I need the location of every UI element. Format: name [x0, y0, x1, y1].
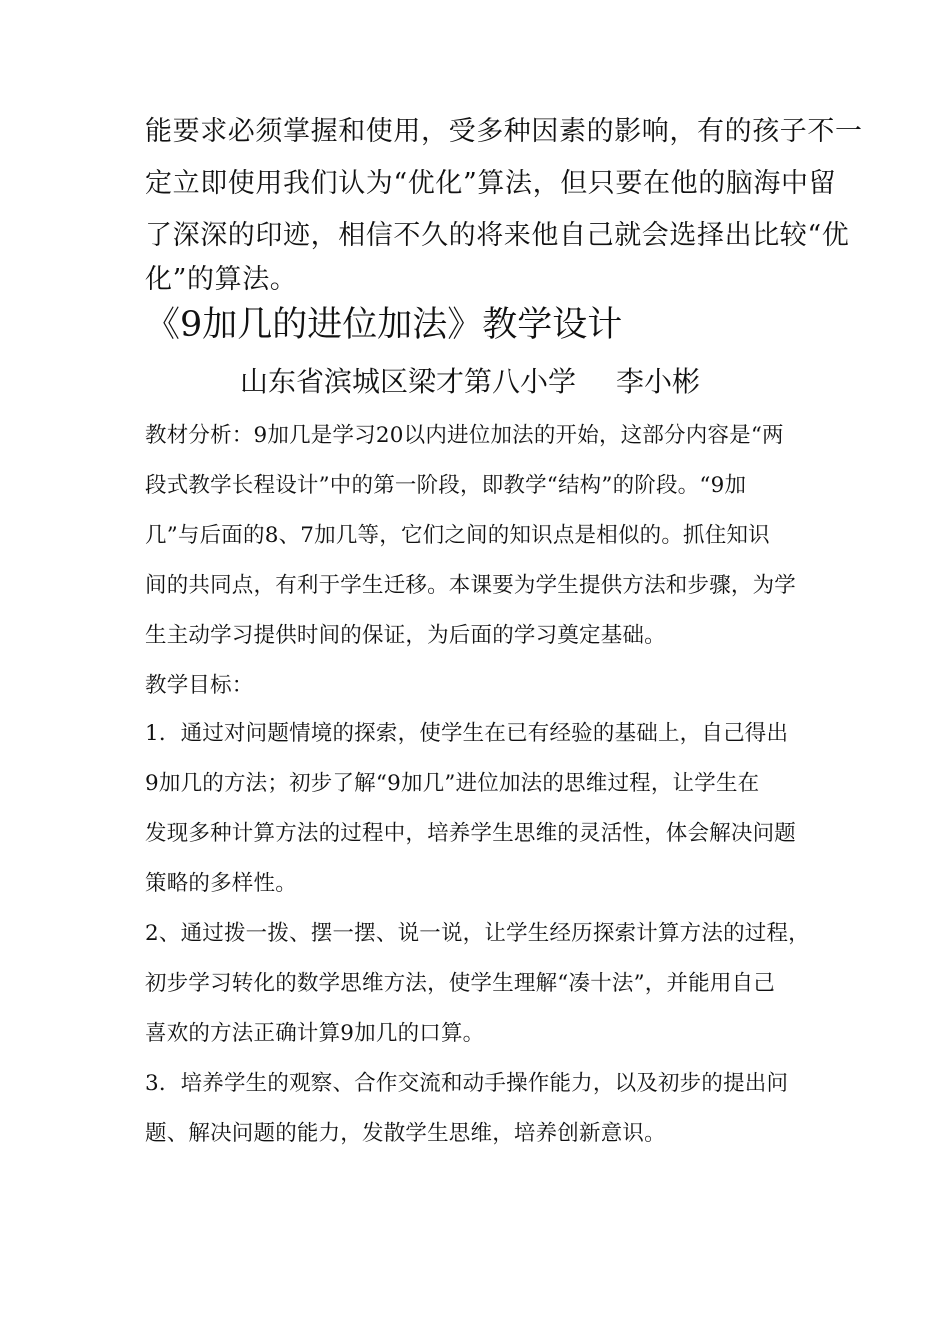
- continuation-line: 了深深的印迹，相信不久的将来他自己就会选择出比较“优: [145, 220, 850, 251]
- analysis-line: 几”与后面的8、7加几等，它们之间的知识点是相似的。抓住知识: [145, 523, 770, 548]
- objective-item-line: 喜欢的方法正确计算9加几的口算。: [145, 1021, 485, 1046]
- objective-item-line: 题、解决问题的能力，发散学生思维，培养创新意识。: [145, 1121, 666, 1146]
- objective-item-line: 2、通过拨一拨、摆一摆、说一说，让学生经历探索计算方法的过程，: [145, 921, 810, 946]
- objective-item-line: 初步学习转化的数学思维方法，使学生理解“凑十法”，并能用自己: [145, 971, 775, 996]
- author-line: [240, 360, 840, 404]
- continuation-line: 化”的算法。: [145, 264, 298, 295]
- continuation-line: 能要求必须掌握和使用，受多种因素的影响，有的孩子不一: [145, 116, 863, 147]
- objective-item-line: 策略的多样性。: [145, 871, 297, 896]
- author-name: 李小彬: [616, 365, 701, 398]
- analysis-line: 段式教学长程设计”中的第一阶段，即教学“结构”的阶段。“9加: [145, 473, 747, 498]
- objectives-heading: 教学目标：: [145, 673, 254, 698]
- analysis-line: 间的共同点，有利于学生迁移。本课要为学生提供方法和步骤，为学: [145, 573, 797, 598]
- objective-item-line: 1．通过对问题情境的探索，使学生在已有经验的基础上，自己得出: [145, 721, 789, 746]
- document-title: 《9加几的进位加法》教学设计: [145, 305, 623, 345]
- continuation-line: 定立即使用我们认为“优化”算法，但只要在他的脑海中留: [145, 168, 837, 199]
- objective-item-line: 9加几的方法；初步了解“9加几”进位加法的思维过程，让学生在: [145, 771, 760, 796]
- objective-item-line: 3．培养学生的观察、合作交流和动手操作能力，以及初步的提出问: [145, 1071, 789, 1096]
- analysis-line: 教材分析：9加几是学习20以内进位加法的开始，这部分内容是“两: [145, 423, 784, 448]
- author-school: 山东省滨城区梁才第八小学: [240, 365, 577, 398]
- analysis-line: 生主动学习提供时间的保证，为后面的学习奠定基础。: [145, 623, 666, 648]
- objective-item-line: 发现多种计算方法的过程中，培养学生思维的灵活性，体会解决问题: [145, 821, 797, 846]
